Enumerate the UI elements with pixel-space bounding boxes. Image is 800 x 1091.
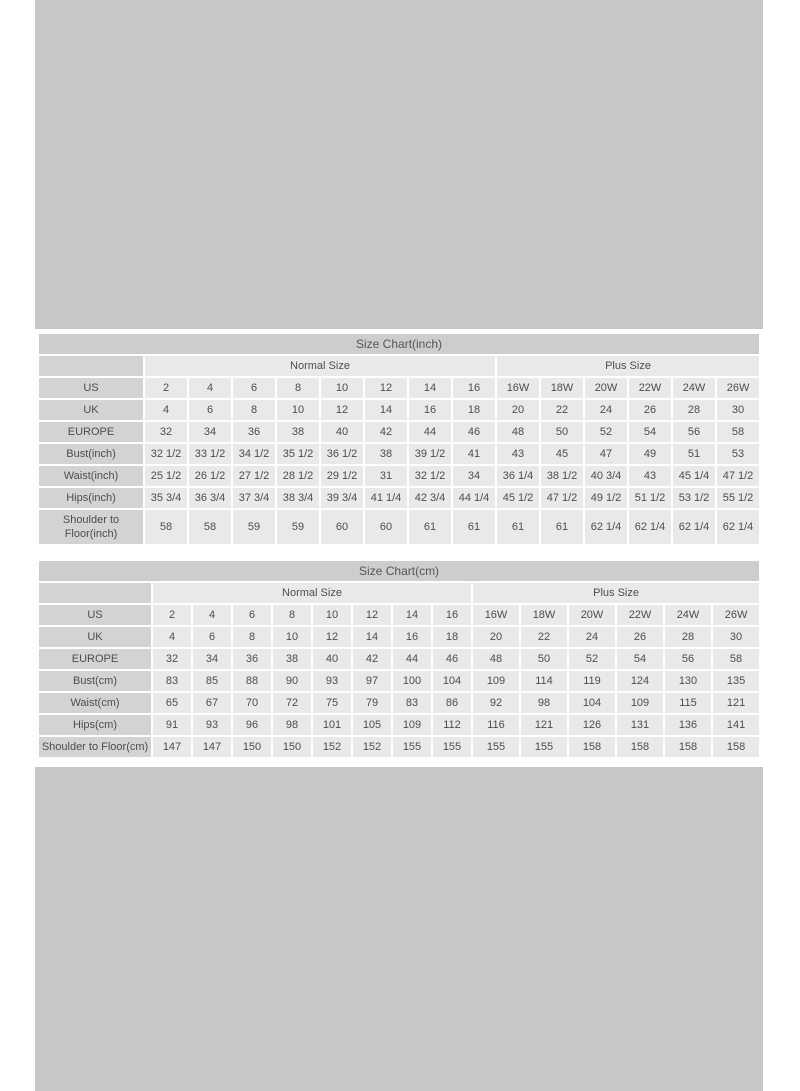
size-value-cell: 38	[273, 649, 311, 669]
table-row	[39, 400, 759, 420]
size-value-cell: 10	[313, 605, 351, 625]
size-value-cell: 58	[713, 649, 759, 669]
size-value-cell: 28	[665, 627, 711, 647]
size-value-cell: 18	[433, 627, 471, 647]
size-value-cell: 34	[453, 466, 495, 486]
size-value-cell: 26 1/2	[189, 466, 231, 486]
corner-cell	[39, 356, 143, 376]
size-value-cell: 4	[153, 627, 191, 647]
size-value-cell: 53 1/2	[673, 488, 715, 508]
size-value-cell: 6	[193, 627, 231, 647]
size-value-cell: 141	[713, 715, 759, 735]
group-header-plus-size: Plus Size	[497, 356, 759, 376]
size-value-cell: 38	[277, 422, 319, 442]
size-value-cell: 52	[585, 422, 627, 442]
size-value-cell: 20	[497, 400, 539, 420]
size-value-cell: 14	[353, 627, 391, 647]
table-title-row	[39, 334, 759, 354]
size-value-cell: 48	[497, 422, 539, 442]
table-title-row	[39, 561, 759, 581]
size-value-cell: 83	[153, 671, 191, 691]
size-value-cell: 61	[541, 510, 583, 544]
size-value-cell: 55 1/2	[717, 488, 759, 508]
size-value-cell: 54	[617, 649, 663, 669]
size-value-cell: 155	[473, 737, 519, 757]
table-row	[39, 510, 759, 544]
size-value-cell: 4	[145, 400, 187, 420]
size-value-cell: 60	[321, 510, 363, 544]
size-value-cell: 16	[453, 378, 495, 398]
size-value-cell: 39 3/4	[321, 488, 363, 508]
size-value-cell: 121	[521, 715, 567, 735]
table-row	[39, 671, 759, 691]
size-value-cell: 58	[189, 510, 231, 544]
group-header-row	[39, 356, 759, 376]
size-value-cell: 98	[521, 693, 567, 713]
size-value-cell: 32	[145, 422, 187, 442]
size-value-cell: 96	[233, 715, 271, 735]
size-value-cell: 53	[717, 444, 759, 464]
row-label: Hips(cm)	[39, 715, 151, 735]
size-value-cell: 70	[233, 693, 271, 713]
size-value-cell: 24	[585, 400, 627, 420]
size-value-cell: 93	[193, 715, 231, 735]
size-value-cell: 18W	[521, 605, 567, 625]
size-value-cell: 109	[617, 693, 663, 713]
size-value-cell: 126	[569, 715, 615, 735]
size-value-cell: 16	[409, 400, 451, 420]
size-value-cell: 101	[313, 715, 351, 735]
size-chart-section	[37, 332, 761, 759]
size-value-cell: 83	[393, 693, 431, 713]
size-value-cell: 45	[541, 444, 583, 464]
size-value-cell: 25 1/2	[145, 466, 187, 486]
size-value-cell: 52	[569, 649, 615, 669]
size-value-cell: 6	[233, 378, 275, 398]
size-value-cell: 12	[313, 627, 351, 647]
size-value-cell: 47	[585, 444, 627, 464]
row-label: EUROPE	[39, 422, 143, 442]
row-label: UK	[39, 627, 151, 647]
row-label: UK	[39, 400, 143, 420]
size-value-cell: 8	[277, 378, 319, 398]
size-value-cell: 93	[313, 671, 351, 691]
size-value-cell: 16W	[473, 605, 519, 625]
size-value-cell: 61	[497, 510, 539, 544]
size-value-cell: 40 3/4	[585, 466, 627, 486]
size-value-cell: 45 1/2	[497, 488, 539, 508]
size-value-cell: 43	[629, 466, 671, 486]
group-header-normal-size: Normal Size	[145, 356, 495, 376]
size-value-cell: 147	[193, 737, 231, 757]
size-value-cell: 42	[353, 649, 391, 669]
size-value-cell: 10	[277, 400, 319, 420]
size-value-cell: 12	[365, 378, 407, 398]
row-label: US	[39, 378, 143, 398]
size-value-cell: 16	[393, 627, 431, 647]
size-value-cell: 34 1/2	[233, 444, 275, 464]
row-label: Waist(inch)	[39, 466, 143, 486]
size-value-cell: 51	[673, 444, 715, 464]
size-value-cell: 36	[233, 422, 275, 442]
size-value-cell: 10	[273, 627, 311, 647]
size-value-cell: 44 1/4	[453, 488, 495, 508]
size-value-cell: 131	[617, 715, 663, 735]
size-value-cell: 67	[193, 693, 231, 713]
size-value-cell: 104	[433, 671, 471, 691]
size-value-cell: 158	[665, 737, 711, 757]
size-value-cell: 98	[273, 715, 311, 735]
table-row	[39, 693, 759, 713]
size-value-cell: 22W	[617, 605, 663, 625]
size-value-cell: 18W	[541, 378, 583, 398]
size-value-cell: 109	[393, 715, 431, 735]
table-row	[39, 488, 759, 508]
size-value-cell: 8	[233, 400, 275, 420]
size-value-cell: 62 1/4	[717, 510, 759, 544]
size-value-cell: 62 1/4	[585, 510, 627, 544]
row-label: Hips(inch)	[39, 488, 143, 508]
size-chart-inch-table	[37, 332, 761, 546]
size-value-cell: 30	[717, 400, 759, 420]
table-row	[39, 422, 759, 442]
size-value-cell: 152	[353, 737, 391, 757]
product-image-placeholder-bottom	[35, 767, 763, 1091]
size-value-cell: 109	[473, 671, 519, 691]
size-value-cell: 130	[665, 671, 711, 691]
size-value-cell: 34	[193, 649, 231, 669]
size-value-cell: 92	[473, 693, 519, 713]
size-value-cell: 36	[233, 649, 271, 669]
group-header-plus-size: Plus Size	[473, 583, 759, 603]
size-value-cell: 136	[665, 715, 711, 735]
size-value-cell: 59	[233, 510, 275, 544]
size-value-cell: 116	[473, 715, 519, 735]
size-value-cell: 40	[321, 422, 363, 442]
size-value-cell: 135	[713, 671, 759, 691]
size-value-cell: 152	[313, 737, 351, 757]
size-value-cell: 28	[673, 400, 715, 420]
size-value-cell: 65	[153, 693, 191, 713]
size-value-cell: 115	[665, 693, 711, 713]
size-value-cell: 85	[193, 671, 231, 691]
row-label: Shoulder to Floor(cm)	[39, 737, 151, 757]
size-value-cell: 51 1/2	[629, 488, 671, 508]
size-value-cell: 100	[393, 671, 431, 691]
size-value-cell: 42 3/4	[409, 488, 451, 508]
size-value-cell: 20W	[585, 378, 627, 398]
size-value-cell: 44	[393, 649, 431, 669]
size-value-cell: 4	[189, 378, 231, 398]
size-value-cell: 14	[365, 400, 407, 420]
size-value-cell: 36 1/4	[497, 466, 539, 486]
size-value-cell: 50	[541, 422, 583, 442]
size-value-cell: 36 3/4	[189, 488, 231, 508]
size-value-cell: 20	[473, 627, 519, 647]
size-value-cell: 121	[713, 693, 759, 713]
table-row	[39, 378, 759, 398]
size-value-cell: 28 1/2	[277, 466, 319, 486]
table-row	[39, 627, 759, 647]
table-title: Size Chart(inch)	[39, 334, 759, 354]
size-value-cell: 22	[541, 400, 583, 420]
size-value-cell: 155	[433, 737, 471, 757]
size-value-cell: 14	[409, 378, 451, 398]
size-value-cell: 38 3/4	[277, 488, 319, 508]
size-value-cell: 49	[629, 444, 671, 464]
size-value-cell: 158	[713, 737, 759, 757]
size-value-cell: 112	[433, 715, 471, 735]
size-value-cell: 155	[393, 737, 431, 757]
size-value-cell: 26	[629, 400, 671, 420]
size-value-cell: 114	[521, 671, 567, 691]
size-value-cell: 50	[521, 649, 567, 669]
size-value-cell: 43	[497, 444, 539, 464]
size-value-cell: 6	[233, 605, 271, 625]
size-value-cell: 18	[453, 400, 495, 420]
table-row	[39, 737, 759, 757]
size-value-cell: 37 3/4	[233, 488, 275, 508]
product-image-placeholder-top	[35, 0, 763, 329]
size-value-cell: 54	[629, 422, 671, 442]
row-label: Shoulder to Floor(inch)	[39, 510, 143, 544]
size-value-cell: 31	[365, 466, 407, 486]
size-value-cell: 10	[321, 378, 363, 398]
size-value-cell: 158	[569, 737, 615, 757]
size-value-cell: 35 3/4	[145, 488, 187, 508]
size-value-cell: 150	[273, 737, 311, 757]
size-value-cell: 59	[277, 510, 319, 544]
size-value-cell: 42	[365, 422, 407, 442]
size-value-cell: 26	[617, 627, 663, 647]
size-value-cell: 105	[353, 715, 391, 735]
size-value-cell: 75	[313, 693, 351, 713]
size-value-cell: 30	[713, 627, 759, 647]
row-label: US	[39, 605, 151, 625]
size-value-cell: 24W	[673, 378, 715, 398]
size-value-cell: 91	[153, 715, 191, 735]
size-value-cell: 38	[365, 444, 407, 464]
size-value-cell: 47 1/2	[541, 488, 583, 508]
size-value-cell: 56	[673, 422, 715, 442]
size-value-cell: 34	[189, 422, 231, 442]
size-value-cell: 41 1/4	[365, 488, 407, 508]
table-row	[39, 715, 759, 735]
size-value-cell: 12	[321, 400, 363, 420]
row-label: Bust(cm)	[39, 671, 151, 691]
size-value-cell: 6	[189, 400, 231, 420]
size-value-cell: 40	[313, 649, 351, 669]
size-value-cell: 8	[273, 605, 311, 625]
size-value-cell: 20W	[569, 605, 615, 625]
size-value-cell: 38 1/2	[541, 466, 583, 486]
size-chart-cm-table	[37, 559, 761, 759]
size-value-cell: 29 1/2	[321, 466, 363, 486]
size-value-cell: 61	[453, 510, 495, 544]
size-value-cell: 79	[353, 693, 391, 713]
size-value-cell: 46	[453, 422, 495, 442]
row-label: EUROPE	[39, 649, 151, 669]
size-value-cell: 24W	[665, 605, 711, 625]
size-value-cell: 41	[453, 444, 495, 464]
size-value-cell: 32 1/2	[145, 444, 187, 464]
size-value-cell: 60	[365, 510, 407, 544]
size-value-cell: 104	[569, 693, 615, 713]
size-value-cell: 44	[409, 422, 451, 442]
size-value-cell: 150	[233, 737, 271, 757]
size-value-cell: 14	[393, 605, 431, 625]
size-value-cell: 88	[233, 671, 271, 691]
size-value-cell: 36 1/2	[321, 444, 363, 464]
size-value-cell: 58	[145, 510, 187, 544]
spacer	[37, 546, 761, 559]
size-value-cell: 2	[153, 605, 191, 625]
size-value-cell: 24	[569, 627, 615, 647]
size-value-cell: 22	[521, 627, 567, 647]
size-value-cell: 62 1/4	[629, 510, 671, 544]
size-value-cell: 90	[273, 671, 311, 691]
size-value-cell: 45 1/4	[673, 466, 715, 486]
table-row	[39, 444, 759, 464]
size-value-cell: 33 1/2	[189, 444, 231, 464]
corner-cell	[39, 583, 151, 603]
size-value-cell: 61	[409, 510, 451, 544]
table-row	[39, 649, 759, 669]
group-header-row	[39, 583, 759, 603]
size-value-cell: 62 1/4	[673, 510, 715, 544]
size-value-cell: 58	[717, 422, 759, 442]
size-value-cell: 26W	[717, 378, 759, 398]
size-value-cell: 26W	[713, 605, 759, 625]
size-value-cell: 2	[145, 378, 187, 398]
size-value-cell: 8	[233, 627, 271, 647]
size-value-cell: 158	[617, 737, 663, 757]
size-value-cell: 86	[433, 693, 471, 713]
size-value-cell: 32 1/2	[409, 466, 451, 486]
size-value-cell: 35 1/2	[277, 444, 319, 464]
table-row	[39, 466, 759, 486]
size-value-cell: 48	[473, 649, 519, 669]
size-value-cell: 97	[353, 671, 391, 691]
size-value-cell: 56	[665, 649, 711, 669]
size-value-cell: 16	[433, 605, 471, 625]
table-title: Size Chart(cm)	[39, 561, 759, 581]
size-value-cell: 72	[273, 693, 311, 713]
size-value-cell: 12	[353, 605, 391, 625]
size-value-cell: 155	[521, 737, 567, 757]
table-row	[39, 605, 759, 625]
size-value-cell: 22W	[629, 378, 671, 398]
group-header-normal-size: Normal Size	[153, 583, 471, 603]
size-value-cell: 46	[433, 649, 471, 669]
size-value-cell: 119	[569, 671, 615, 691]
size-value-cell: 16W	[497, 378, 539, 398]
size-value-cell: 27 1/2	[233, 466, 275, 486]
size-value-cell: 39 1/2	[409, 444, 451, 464]
size-value-cell: 147	[153, 737, 191, 757]
size-value-cell: 4	[193, 605, 231, 625]
size-value-cell: 32	[153, 649, 191, 669]
size-value-cell: 47 1/2	[717, 466, 759, 486]
spacer	[0, 759, 800, 767]
row-label: Waist(cm)	[39, 693, 151, 713]
size-value-cell: 124	[617, 671, 663, 691]
size-value-cell: 49 1/2	[585, 488, 627, 508]
row-label: Bust(inch)	[39, 444, 143, 464]
